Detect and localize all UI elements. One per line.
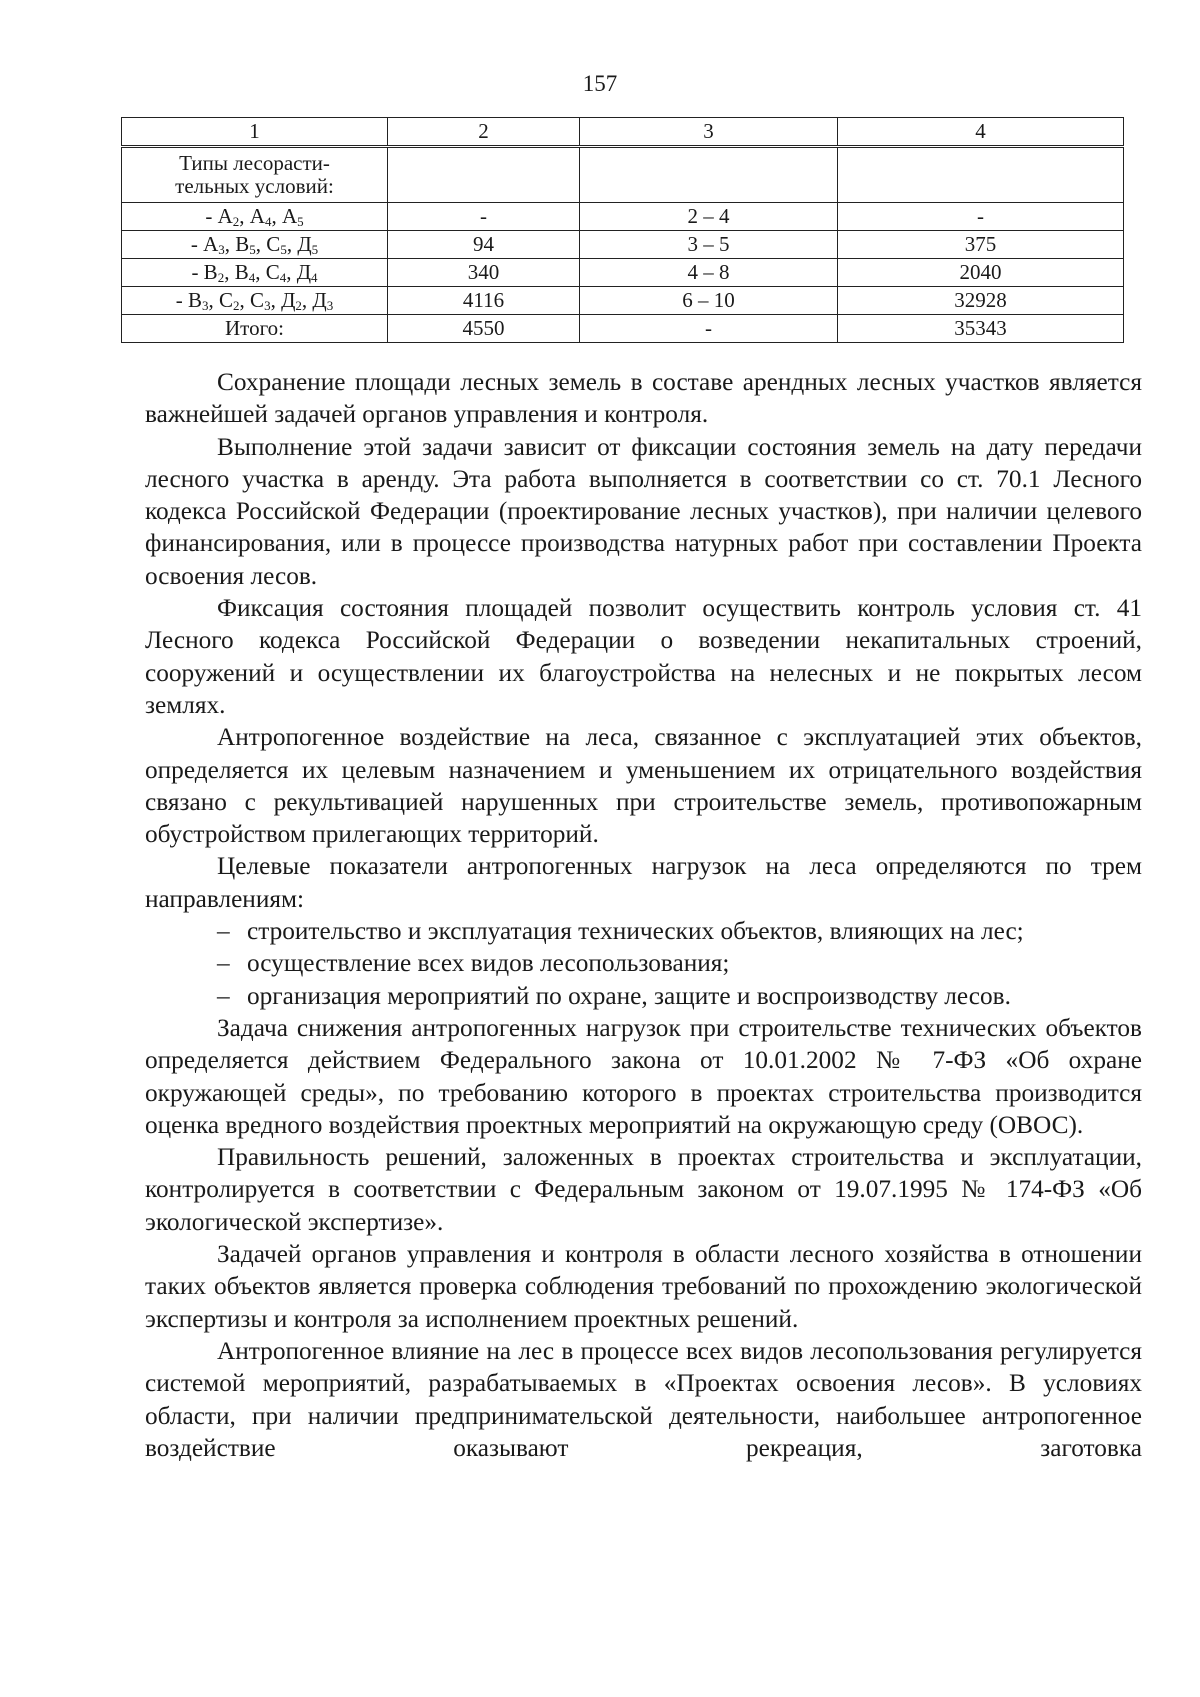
table-cell: - [838, 203, 1124, 231]
table-cell: 2040 [838, 259, 1124, 287]
paragraph: Антропогенное воздействие на леса, связанное с эксплуатацией этих объектов, определяется их целевым назначением и уменьшением их отрицательного воздействия связано с рекультивацией нарушенных при строительстве земель, противопожарным обустройством прилегающих территорий. [145, 723, 1142, 849]
row-label-cell: - $А_3$, $В_5$, $С_5$, $Д_5$ [122, 231, 388, 259]
paragraph: Фиксация состояния площадей позволит осуществить контроль условия ст. 41 Лесного кодекса Российской Федерации о возведении некапитальных строений, сооружений и осуществлении их благоустройства на нелесных и не покрытых лесом землях. [145, 594, 1142, 719]
list-item [145, 947, 1142, 979]
table-row [122, 231, 1124, 259]
group-label-cell [122, 147, 388, 203]
table-cell: 3 – 5 [580, 231, 838, 259]
table-group-row [122, 147, 1124, 203]
row-label-cell: - $А_2$, $А_4$, $А_5$ [122, 203, 388, 231]
table-cell: 4116 [388, 287, 580, 315]
table-header-cell: 1 [122, 118, 388, 147]
list-item [145, 915, 1142, 947]
paragraph: Задача снижения антропогенных нагрузок при строительстве технических объектов определяется действием Федерального закона от 10.01.2002 № 7-ФЗ «Об охране окружающей среды», по требованию которого в проектах строительства производится оценка вредного воздействия проектных мероприятий на окружающую среду (ОВОС). [145, 1013, 1142, 1139]
group-label-line: тельных условий: [175, 174, 334, 198]
paragraph: Сохранение площади лесных земель в составе арендных лесных участков является важнейшей задачей органов управления и контроля. [145, 368, 1142, 429]
table-cell: 2 – 4 [580, 203, 838, 231]
paragraph: Антропогенное влияние на лес в процессе всех видов лесопользования регулируется системой мероприятий, разрабатываемых в «Проектах освоения лесов». В условиях области, при наличии предпринимательской деятельности, наибольшее антропогенное воздействие оказывают рекреация, заготовка [145, 1336, 1142, 1462]
row-label-cell: - $В_2$, $В_4$, $С_4$, $Д_4$ [122, 259, 388, 287]
table-cell: 35343 [838, 315, 1124, 343]
table-header-cell: 3 [580, 118, 838, 147]
table-header-cell: 2 [388, 118, 580, 147]
list-item-text: организация мероприятий по охране, защите и воспроизводству лесов. [247, 981, 1011, 1010]
table-cell: 340 [388, 259, 580, 287]
list-dash: – [217, 981, 230, 1010]
table-cell: - [580, 315, 838, 343]
list-item-text: строительство и эксплуатация технических объектов, влияющих на лес; [247, 917, 1024, 946]
table-cell: 4 – 8 [580, 259, 838, 287]
table-cell: - [388, 203, 580, 231]
table-total-row [122, 315, 1124, 343]
table-cell: 6 – 10 [580, 287, 838, 315]
table-row [122, 259, 1124, 287]
paragraph: Выполнение этой задачи зависит от фиксации состояния земель на дату передачи лесного участка в аренду. Эта работа выполняется в соответствии со ст. 70.1 Лесного кодекса Российской Федерации (проектирование лесных участков), при наличии целевого финансирования, или в процессе производства натурных работ при составлении Проекта освоения лесов. [145, 432, 1142, 590]
group-label-line: Типы лесорасти- [179, 150, 330, 175]
list-item-text: осуществление всех видов лесопользования; [247, 949, 730, 978]
list-item [145, 980, 1142, 1012]
table-cell: 32928 [838, 287, 1124, 315]
paragraph: Целевые показатели антропогенных нагрузок на леса определяются по трем направлениям: [145, 852, 1142, 913]
table-row [122, 287, 1124, 315]
table-cell: 94 [388, 231, 580, 259]
body-text [145, 366, 1142, 1464]
table-header-cell: 4 [838, 118, 1124, 147]
list-dash: – [217, 917, 230, 946]
table-cell [580, 147, 838, 203]
paragraph: Задачей органов управления и контроля в области лесного хозяйства в отношении таких объектов является проверка соблюдения требований по прохождению экологической экспертизы и контроля за исполнением проектных решений. [145, 1240, 1142, 1333]
table-cell: 375 [838, 231, 1124, 259]
list-dash: – [217, 949, 230, 978]
table-header-row [122, 118, 1124, 147]
row-label-cell: - $В_3$, $С_2$, $С_3$, $Д_2$, $Д_3$ [122, 287, 388, 315]
row-label-cell: Итого: [122, 315, 388, 343]
table-cell: 4550 [388, 315, 580, 343]
paragraph: Правильность решений, заложенных в проектах строительства и эксплуатации, контролируется в соответствии с Федеральным законом от 19.07.1995 № 174-ФЗ «Об экологической экспертизе». [145, 1143, 1142, 1236]
table-cell [838, 147, 1124, 203]
page-number: 157 [582, 71, 618, 96]
table-row [122, 203, 1124, 231]
table-cell [388, 147, 580, 203]
forest-conditions-table [121, 117, 1124, 343]
